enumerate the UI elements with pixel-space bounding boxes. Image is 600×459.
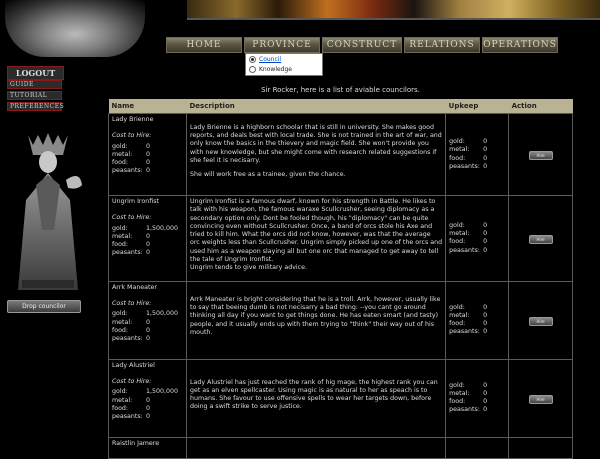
table-row	[109, 437, 573, 458]
table-row	[109, 359, 573, 437]
upkeep-gold: 0	[483, 137, 488, 145]
description-text: Ungrim Ironfist is a famous dwarf, known for his strength in Battle. He likes to talk with his weapon, the famous waraxe Scullcrusher, seeing diplomacy as a secondary option only. Dont be fooled though, his "diplomacy" can be quite convincing even without Scullcrusher. Once, a band of orcs stole his Axe and tried to kill him. What the orcs did not know, however, was that the average orc weights less than Scullcrusher. Ungrim simply picked up one of the orcs and used him as a weapon slaying all but one orc that managed to get away to tell the tale of Ungrim Ironfist. Ungrim tends to give military advice.	[189, 198, 443, 272]
cost-gold: 1,500,000	[146, 224, 179, 232]
description-cell	[186, 196, 445, 282]
cost-label: Cost to Hire:	[112, 214, 152, 222]
main-nav	[166, 37, 558, 53]
upkeep-metal: 0	[483, 311, 488, 319]
header-action: Action	[509, 99, 573, 114]
guide-button[interactable]: GUIDE	[7, 80, 62, 89]
header-description: Description	[186, 99, 445, 114]
nav-relations[interactable]: RELATIONS	[404, 37, 480, 53]
drop-councilor-button[interactable]: Drop councilor	[7, 300, 81, 313]
hire-button[interactable]: Hire	[529, 317, 553, 326]
cost-metal: 0	[146, 318, 151, 326]
councilor-name-cell	[109, 437, 187, 458]
table-row	[109, 281, 573, 359]
councilor-name: Lady Brienne	[112, 116, 154, 123]
hire-button[interactable]: Hire	[529, 395, 553, 404]
description-cell	[186, 437, 445, 458]
cost-food: 0	[146, 241, 151, 249]
menu-item-knowledge[interactable]: Knowledge	[246, 64, 322, 74]
action-cell	[509, 196, 573, 282]
nav-construct[interactable]: CONSTRUCT	[322, 37, 402, 53]
councilor-name: Ungrim Ironfist	[112, 198, 159, 205]
menu-item-council[interactable]: Council	[246, 54, 322, 64]
action-cell	[509, 437, 573, 458]
tutorial-button[interactable]: TUTORIAL	[7, 91, 62, 100]
upkeep-cell: gold: 0 metal: 0 food: 0 peasants: 0	[446, 359, 509, 437]
header-logo-art	[5, 0, 145, 57]
table-row	[109, 196, 573, 282]
upkeep-metal: 0	[483, 146, 488, 154]
councilor-name: Arrk Maneater	[112, 283, 157, 291]
councilor-name: Raistlin Jamere	[112, 439, 160, 447]
province-dropdown	[245, 53, 323, 76]
councilor-name: Lady Alustriel	[112, 361, 155, 369]
councilor-table	[108, 99, 573, 459]
description-text: She will work free as a trainee, given the chance.	[189, 171, 346, 179]
upkeep-food: 0	[483, 320, 488, 328]
table-header-row	[109, 99, 573, 114]
cost-gold: 1,500,000	[146, 388, 179, 396]
action-cell	[509, 281, 573, 359]
description-cell	[186, 114, 445, 196]
councilor-name-cell: Lady Brienne Cost to Hire: gold: 0 metal: 0 food: 0 peasants: 0	[109, 114, 187, 196]
description-cell	[186, 281, 445, 359]
cost-peasants: 0	[146, 335, 151, 343]
upkeep-peasants: 0	[483, 162, 488, 170]
cost-peasants: 0	[146, 167, 151, 175]
upkeep-peasants: 0	[483, 328, 488, 336]
hire-button[interactable]: Hire	[529, 235, 553, 244]
upkeep-gold: 0	[483, 303, 488, 311]
cost-label: Cost to Hire:	[112, 377, 152, 385]
cost-metal: 0	[146, 232, 151, 240]
logout-button[interactable]: LOGOUT	[7, 66, 64, 80]
upkeep-food: 0	[483, 238, 488, 246]
upkeep-food: 0	[483, 154, 488, 162]
preferences-button[interactable]: PREFERENCES	[7, 102, 62, 111]
radio-selected-icon	[249, 56, 256, 63]
description-text: Arrk Maneater is bright considering that he is a troll. Arrk, however, usually like to say that beeing dumb is not necisarry a bad thing: --you cant go around thinking all day if you want to get things done. He has eaten smart (and tasty) people, and it usually ends up with them trying to "think" their way out of his mouth.	[189, 295, 441, 336]
upkeep-cell: gold: 0 metal: 0 food: 0 peasants: 0	[446, 196, 509, 282]
councilor-name-cell: Ungrim Ironfist Cost to Hire: gold: 1,500,000 metal: 0 food: 0 peasants: 0	[109, 196, 187, 282]
hire-button[interactable]: Hire	[529, 151, 553, 160]
intro-text: Sir Rocker, here is a list of aviable councilors.	[261, 86, 420, 94]
upkeep-metal: 0	[483, 389, 488, 397]
councilor-name-cell: Lady Alustriel Cost to Hire: gold: 1,500,000 metal: 0 food: 0 peasants: 0	[109, 359, 187, 437]
upkeep-gold: 0	[483, 221, 488, 229]
radio-icon	[249, 66, 256, 73]
upkeep-peasants: 0	[483, 246, 488, 254]
cost-label: Cost to Hire:	[112, 132, 152, 140]
upkeep-metal: 0	[483, 230, 488, 238]
table-row	[109, 114, 573, 196]
action-cell	[509, 359, 573, 437]
upkeep-peasants: 0	[483, 406, 488, 414]
upkeep-gold: 0	[483, 381, 488, 389]
cost-gold: 0	[146, 142, 151, 150]
councilor-name-cell: Arrk Maneater Cost to Hire: gold: 1,500,000 metal: 0 food: 0 peasants: 0	[109, 281, 187, 359]
cost-food: 0	[146, 159, 151, 167]
nav-province[interactable]: PROVINCE	[244, 37, 320, 53]
upkeep-cell	[446, 437, 509, 458]
description-text: Lady Alustriel has just reached the rank of hig mage, the highest rank you can get as an elven spellcaster. Using magic is as natural to her as speach is to humans. She favour to use offensive spells to wear her targets down, before doing a swift strike to serve justice.	[189, 378, 438, 411]
cost-food: 0	[146, 326, 151, 334]
description-cell	[186, 359, 445, 437]
cost-label: Cost to Hire:	[112, 299, 152, 307]
header-name: Name	[109, 99, 187, 114]
cost-peasants: 0	[146, 413, 151, 421]
cost-peasants: 0	[146, 249, 151, 257]
upkeep-cell: gold: 0 metal: 0 food: 0 peasants: 0	[446, 114, 509, 196]
upkeep-food: 0	[483, 398, 488, 406]
description-text: Lady Brienne is a highborn schoolar that is still in university. She makes good reports, and deals best with local trade. She is not trained in the art of war, and only know the basics in the thievery and magic field. She won't provide you with new knowledge, but she might come with research related suggestions if she feel it is necisarry.	[189, 123, 442, 164]
nav-home[interactable]: HOME	[166, 37, 242, 53]
nav-operations[interactable]: OPERATIONS	[482, 37, 558, 53]
upkeep-cell: gold: 0 metal: 0 food: 0 peasants: 0	[446, 281, 509, 359]
header-upkeep: Upkeep	[446, 99, 509, 114]
councilor-portrait	[8, 130, 88, 295]
cost-food: 0	[146, 404, 151, 412]
header-banner	[187, 0, 600, 20]
action-cell	[509, 114, 573, 196]
cost-metal: 0	[146, 396, 151, 404]
cost-gold: 1,500,000	[146, 310, 179, 318]
cost-metal: 0	[146, 150, 151, 158]
